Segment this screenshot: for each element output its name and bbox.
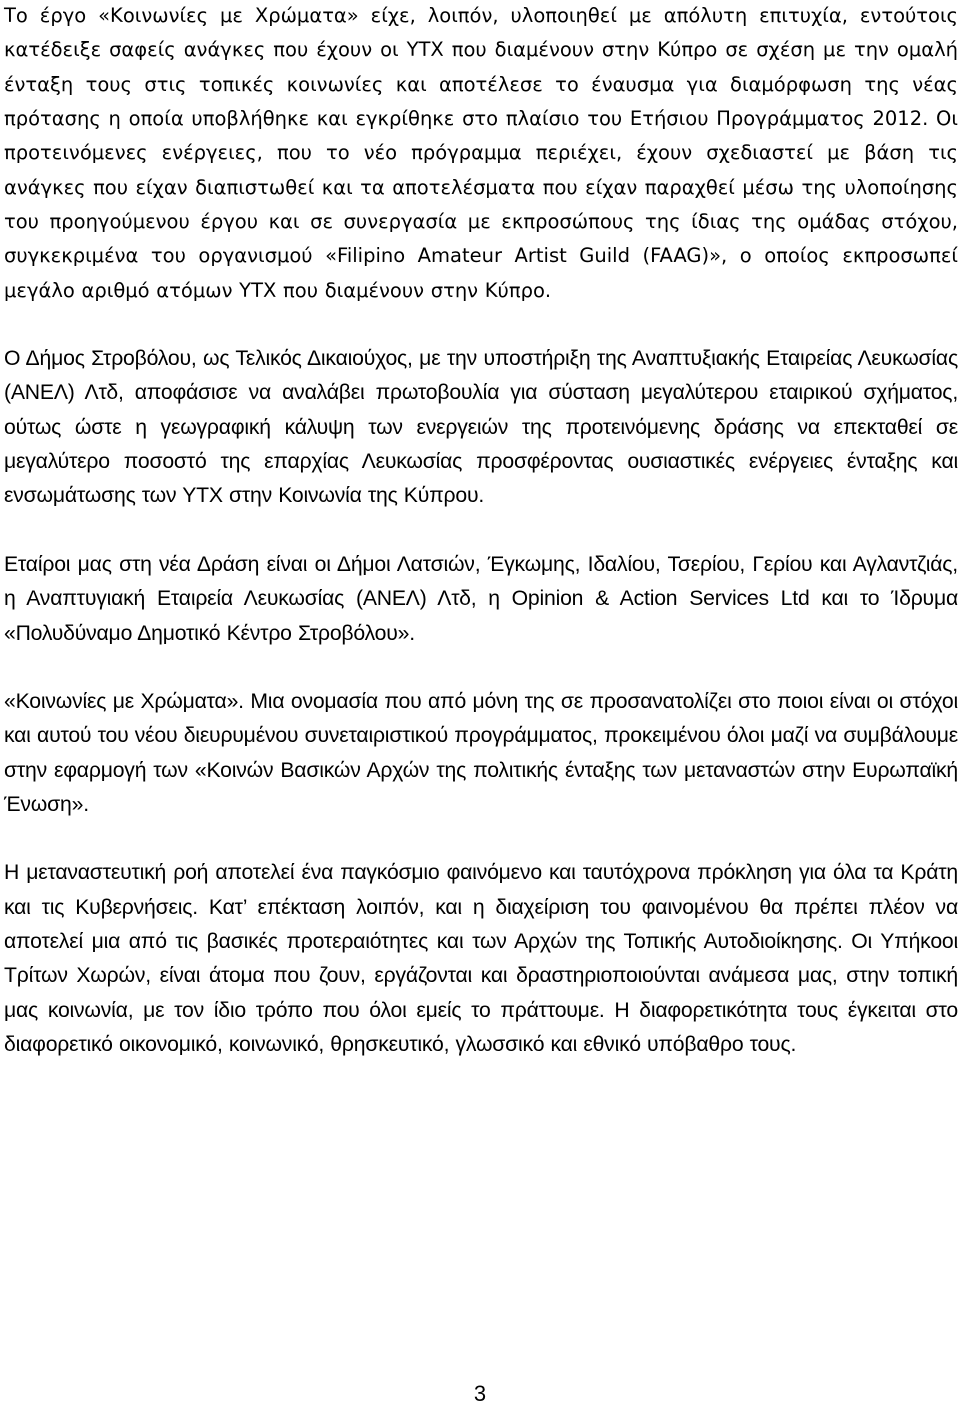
paragraph: Εταίροι μας στη νέα Δράση είναι οι Δήμοι Λατσιών, Έγκωμης, Ιδαλίου, Τσερίου, Γερίου και Αγλαντζιάς, η Αναπτυγιακή Εταιρεία Λευκωσίας (ΑΝΕΛ) Λτδ, η Opinion & Action Services Ltd και το Ίδρυμα «Πολυδύναμο Δημοτικό Κέντρο Στροβόλου».: [4, 552, 958, 645]
paragraph: Ο Δήμος Στροβόλου, ως Τελικός Δικαιούχος, με την υποστήριξη της Αναπτυξιακής Εταιρείας Λευκωσίας (ΑΝΕΛ) Λτδ, αποφάσισε να αναλάβει πρωτοβουλία για σύσταση μεγαλύτερου εταιρικού σχήματος, ούτως ώστε η γεωγραφική κάλυψη των ενεργειών της προτεινόμενης δράσης να επεκταθεί σε μεγαλύτερο ποσοστό της επαρχίας Λευκωσίας προσφέροντας ουσιαστικές ενέργειες ένταξης και ενσωμάτωσης των ΥΤΧ στην Κοινωνία της Κύπρου.: [4, 347, 958, 508]
paragraph: «Κοινωνίες με Χρώματα». Μια ονομασία που από μόνη της σε προσανατολίζει στο ποιοι είναι οι στόχοι και αυτού του νέου διευρυμένου συνεταιριστικού προγράμματος, προκειμένου όλοι μαζί να συμβάλουμε στην εφαρμογή των «Κοινών Βασικών Αρχών της πολιτικής ένταξης των μεταναστών στην Ευρωπαϊκή Ένωση».: [4, 689, 958, 816]
paragraph: Το έργο «Κοινωνίες με Χρώματα» είχε, λοιπόν, υλοποιηθεί με απόλυτη επιτυχία, εντούτοις κατέδειξε σαφείς ανάγκες που έχουν οι ΥΤΧ που διαμένουν στην Κύπρο σε σχέση με την ομαλή ένταξη τους στις τοπικές κοινωνίες και αποτέλεσε το έναυσμα για διαμόρφωση της νέας πρότασης η οποία υποβλήθηκε και εγκρίθηκε στο πλαίσιο του Ετήσιου Προγράμματος 2012. Οι προτεινόμενες ενέργειες, που το νέο πρόγραμμα περιέχει, έχουν σχεδιαστεί με βάση τις ανάγκες που είχαν διαπιστωθεί και τα αποτελέσματα που είχαν παραχθεί μέσω της υλοποίησης του προηγούμενου έργου και σε συνεργασία με εκπροσώπους της ίδιας της ομάδας στόχου, συγκεκριμένα του οργανισμού «Filipino Amateur Artist Guild (FAAG)», ο οποίος εκπροσωπεί μεγάλο αριθμό ατόμων ΥΤΧ που διαμένουν στην Κύπρο.: [4, 4, 958, 302]
paragraph: Η μεταναστευτική ροή αποτελεί ένα παγκόσμιο φαινόμενο και ταυτόχρονα πρόκληση για όλα τα Κράτη και τις Κυβερνήσεις. Κατ’ επέκταση λοιπόν, και η διαχείριση του φαινομένου θα πρέπει πλέον να αποτελεί μια από τις βασικές προτεραιότητες και των Αρχών της Τοπικής Αυτοδιοίκησης. Οι Υπήκοοι Τρίτων Χωρών, είναι άτομα που ζουν, εργάζονται και δραστηριοποιούνται ανάμεσα μας, στην τοπική μας κοινωνία, με τον ίδιο τρόπο που όλοι εμείς το πράττουμε. Η διαφορετικότητα τους έγκειται στο διαφορετικό οικονομικό, κοινωνικό, θρησκευτικό, γλωσσικό και εθνικό υπόβαθρο τους.: [4, 861, 958, 1056]
page-number: 3: [473, 1381, 487, 1406]
